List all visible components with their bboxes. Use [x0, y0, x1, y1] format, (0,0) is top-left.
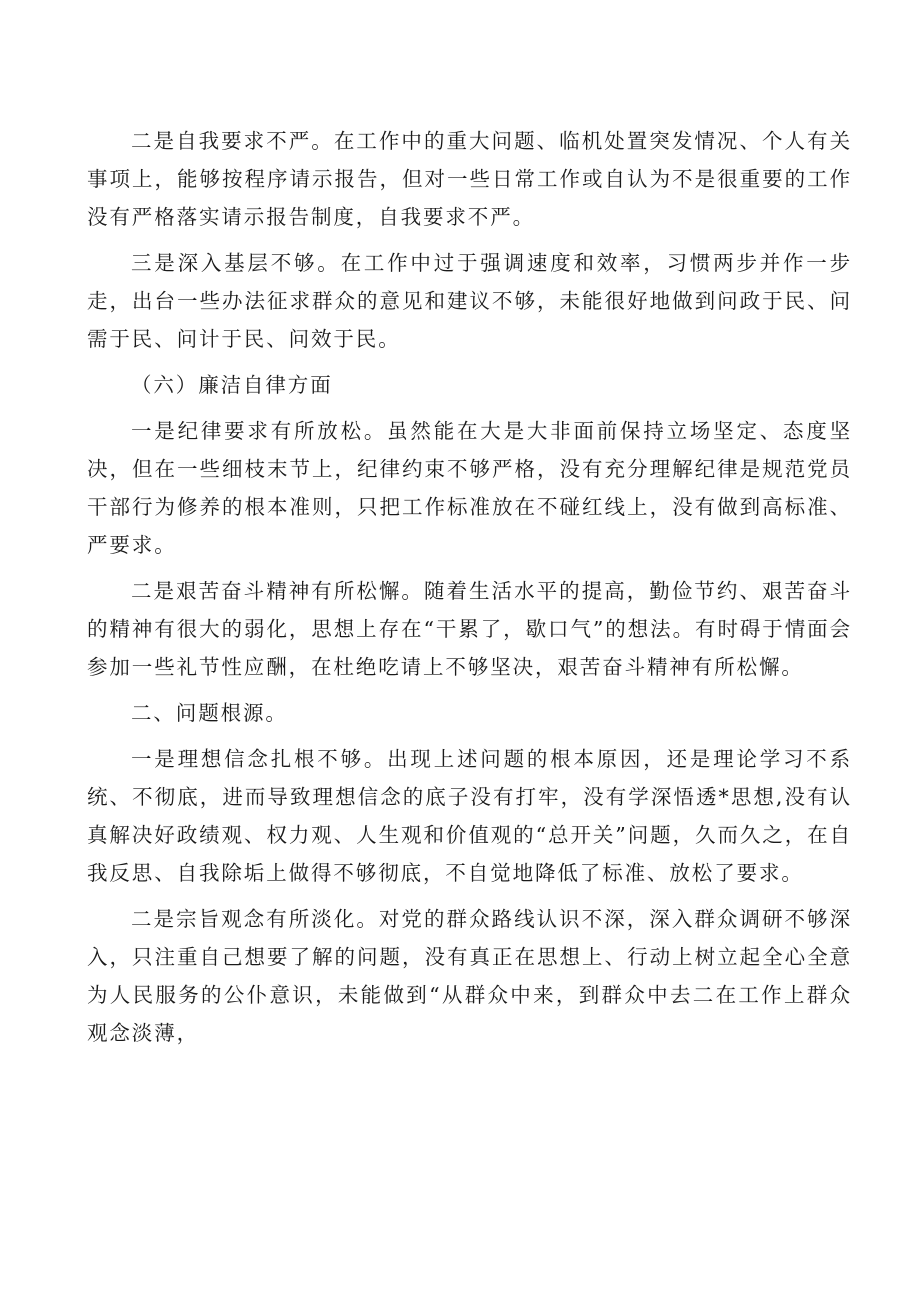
paragraph-self-requirement: 二是自我要求不严。在工作中的重大问题、临机处置突发情况、个人有关事项上，能够按程序请示报告，但对一些日常工作或自认为不是很重要的工作没有严格落实请示报告制度，自我要求不严。: [87, 129, 852, 229]
paragraph-discipline: 一是纪律要求有所放松。虽然能在大是大非面前保持立场坚定、态度坚决，但在一些细枝末节上，纪律约束不够严格，没有充分理解纪律是规范党员干部行为修养的根本准则，只把工作标准放在不碰红线上，没有做到高标准、严要求。: [87, 419, 852, 557]
paragraph-hard-work: 二是艰苦奋斗精神有所松懈。随着生活水平的提高，勤俭节约、艰苦奋斗的精神有很大的弱化，思想上存在“干累了，歇口气”的想法。有时碍于情面会参加一些礼节性应酬，在杜绝吃请上不够坚决，艰苦奋斗精神有所松懈。: [87, 579, 852, 679]
paragraph-grassroots: 三是深入基层不够。在工作中过于强调速度和效率，习惯两步并作一步走，出台一些办法征求群众的意见和建议不够，未能很好地做到问政于民、问需于民、问计于民、问效于民。: [87, 251, 852, 351]
paragraph-ideals: 一是理想信念扎根不够。出现上述问题的根本原因，还是理论学习不系统、不彻底，进而导致理想信念的底子没有打牢，没有学深悟透*思想,没有认真解决好政绩观、权力观、人生观和价值观的“总开关”问题，久而久之，在自我反思、自我除垢上做得不够彻底，不自觉地降低了标准、放松了要求。: [87, 747, 852, 885]
document-body: [87, 122, 852, 1060]
paragraph-purpose: 二是宗旨观念有所淡化。对党的群众路线认识不深，深入群众调研不够深入，只注重自己想要了解的问题，没有真正在思想上、行动上树立起全心全意为人民服务的公仆意识，未能做到“从群众中来，到群众中去二在工作上群众观念淡薄，: [87, 907, 852, 1045]
section-heading-root-causes: 二、问题根源。: [131, 701, 288, 725]
section-heading-integrity: （六）廉洁自律方面: [131, 373, 333, 397]
